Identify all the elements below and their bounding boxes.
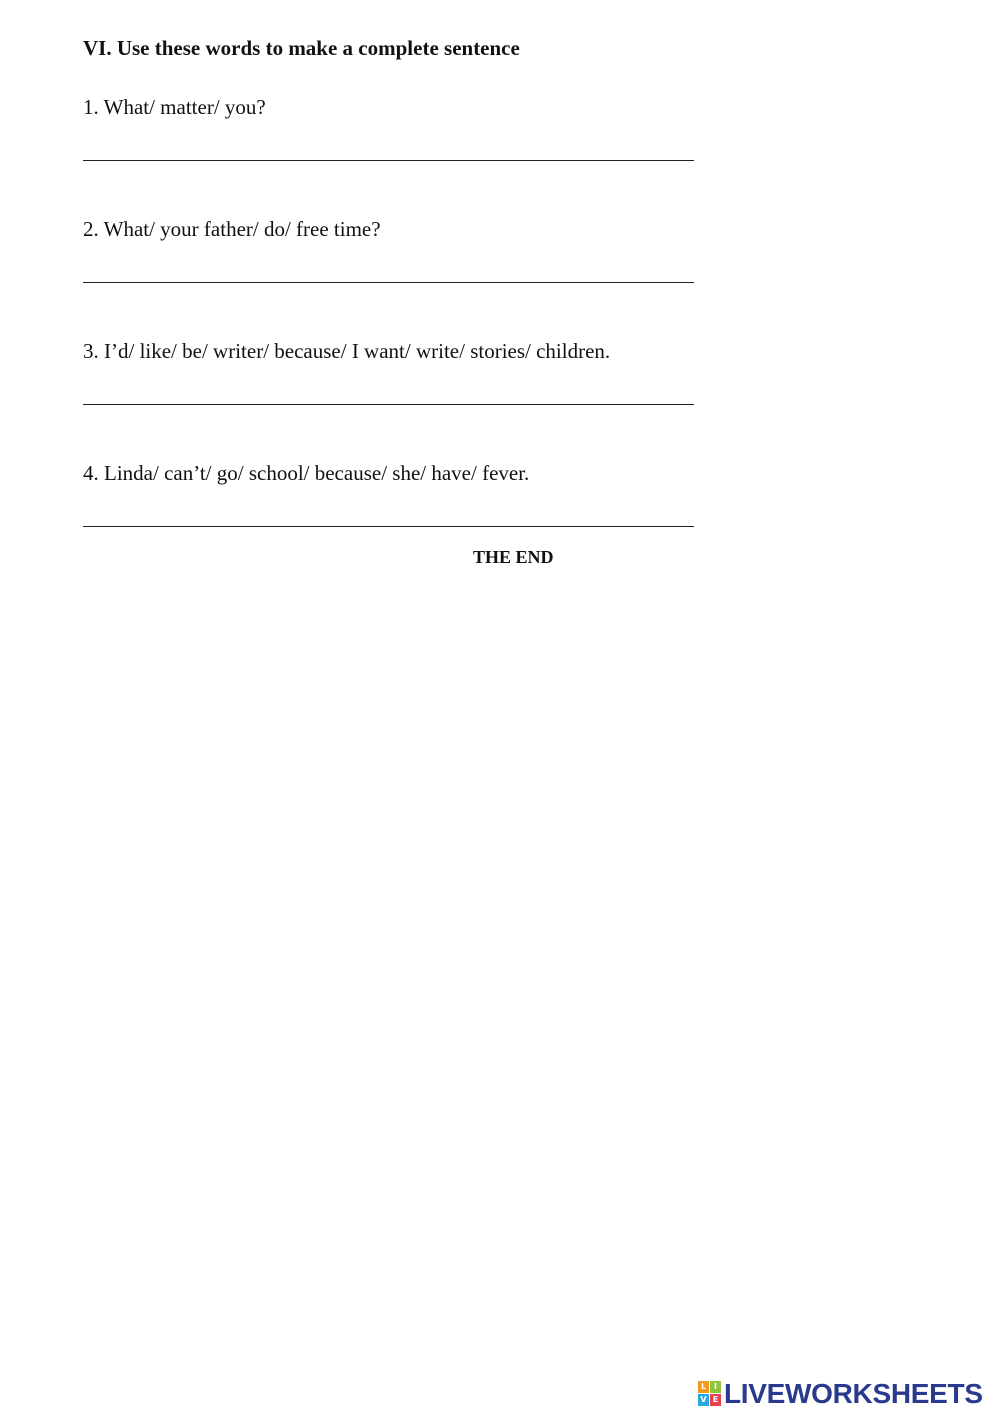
section-heading: VI. Use these words to make a complete sentence [83, 36, 520, 60]
logo-tiles-icon [698, 1381, 722, 1407]
logo-tile-l: L [698, 1381, 709, 1393]
question-3: 3. I’d/ like/ be/ writer/ because/ I want/ write/ stories/ children. [83, 339, 611, 363]
logo-tile-e: E [710, 1394, 721, 1406]
answer-line-2[interactable] [83, 282, 694, 283]
logo-tile-i: I [710, 1381, 721, 1393]
end-label: THE END [473, 547, 554, 567]
answer-line-4[interactable] [83, 526, 694, 527]
answer-line-3[interactable] [83, 404, 694, 405]
question-2: 2. What/ your father/ do/ free time? [83, 217, 381, 241]
logo-text: LIVEWORKSHEETS [724, 1378, 983, 1409]
answer-line-1[interactable] [83, 160, 694, 161]
logo-tile-v: V [698, 1394, 709, 1406]
question-4: 4. Linda/ can’t/ go/ school/ because/ she/ have/ fever. [83, 461, 530, 485]
liveworksheets-logo [698, 1378, 983, 1410]
question-1: 1. What/ matter/ you? [83, 95, 266, 119]
